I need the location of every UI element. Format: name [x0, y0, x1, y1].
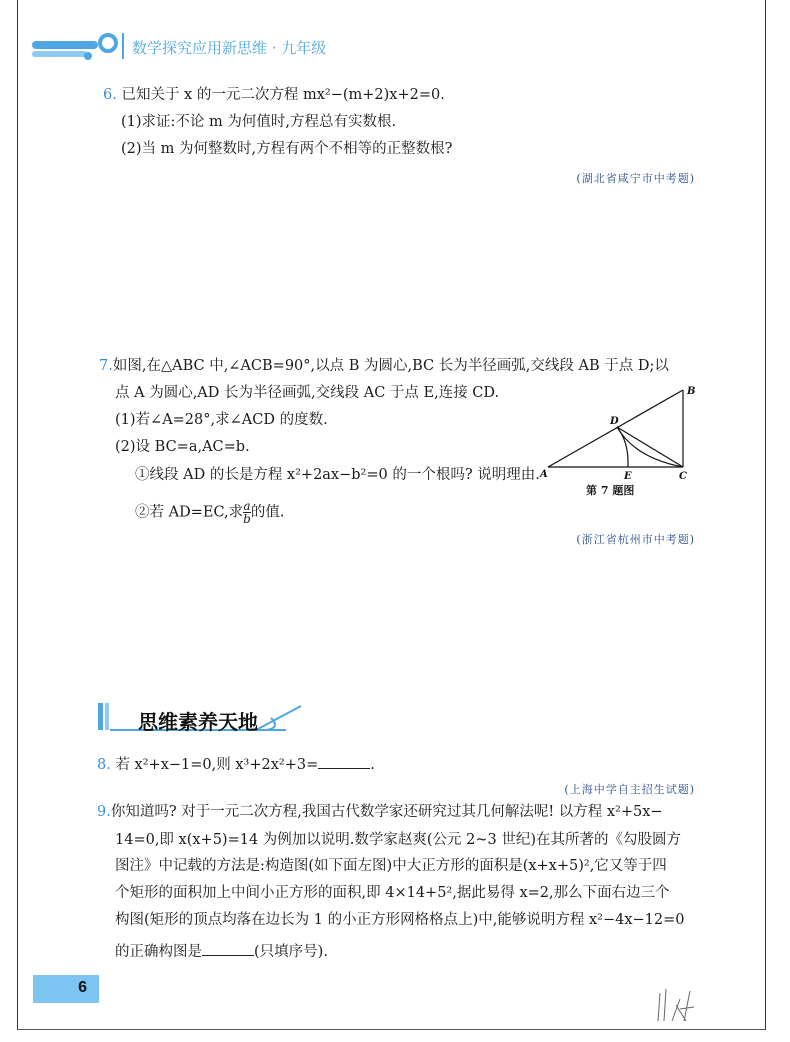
q7-line-6: ②若 AD=EC,求 $\frac{a}{b}$ 的值.	[135, 499, 285, 526]
header-divider	[122, 33, 124, 59]
q7-line-5: ①线段 AD 的长是方程 x²+2ax−b²=0 的一个根吗? 说明理由.	[135, 467, 540, 483]
q8-line: 8. 若 x²+x−1=0,则 x³+2x²+3= .	[97, 757, 375, 773]
q9-line-1: 9.你知道吗? 对于一元二次方程,我国古代数学家还研究过其几何解法呢! 以方程 x²+5x−	[97, 804, 663, 820]
q9-line-6: 的正确构图是 (只填序号).	[115, 944, 328, 960]
q9-line-3: 图注》中记载的方法是:构造图(如下面左图)中大正方形的面积是(x+x+5)²,它又等于四	[115, 858, 667, 874]
q6-source: (湖北省咸宁市中考题)	[576, 172, 695, 185]
q9-line-4: 个矩形的面积加上中间小正方形的面积,即 4×14+5²,据此易得 x=2,那么下面右边三个	[115, 885, 670, 901]
section-header	[96, 700, 311, 736]
q8-source: (上海中学自主招生试题)	[564, 783, 695, 796]
header-logo-icon	[28, 28, 123, 64]
section-title: 思维素养天地	[138, 710, 258, 734]
label-b: B	[687, 386, 696, 397]
q6-line-2: (1)求证:不论 m 为何值时,方程总有实数根.	[121, 114, 397, 130]
q9-line-2: 14=0,即 x(x+5)=14 为例加以说明.数学家赵爽(公元 2~3 世纪)在其所著的《勾股圆方	[115, 832, 682, 848]
label-e: E	[624, 471, 632, 480]
q9-line-5: 构图(矩形的顶点均落在边长为 1 的小正方形网格格点上)中,能够说明方程 x²−4x−12=0	[115, 912, 685, 928]
label-d: D	[610, 416, 619, 427]
figure-caption: 第 7 题图	[586, 484, 635, 497]
q7-triangle-figure	[535, 380, 705, 480]
answer-blank[interactable]	[318, 756, 370, 769]
q6-line-3: (2)当 m 为何整数时,方程有两个不相等的正整数根?	[121, 141, 453, 157]
q7-source: (浙江省杭州市中考题)	[576, 533, 695, 546]
q6-line-1: 6. 已知关于 x 的一元二次方程 mx²−(m+2)x+2=0.	[103, 87, 445, 103]
label-c: C	[679, 471, 687, 480]
header-title: 数学探究应用新思维 · 九年级	[132, 39, 327, 57]
handwritten-mark-icon	[650, 985, 700, 1025]
page-number-box	[33, 975, 99, 1003]
page-number: 6	[78, 979, 87, 996]
answer-blank[interactable]	[202, 943, 254, 956]
q7-line-4: (2)设 BC=a,AC=b.	[115, 439, 250, 455]
q7-line-3: (1)若∠A=28°,求∠ACD 的度数.	[115, 412, 328, 428]
q7-line-1: 7.如图,在△ABC 中,∠ACB=90°,以点 B 为圆心,BC 长为半径画弧,交线段 AB 于点 D;以	[99, 358, 669, 374]
q7-line-2: 点 A 为圆心,AD 长为半径画弧,交线段 AC 于点 E,连接 CD.	[115, 385, 500, 401]
fraction-a-over-b: $\frac{a}{b}$	[243, 499, 251, 526]
label-a: A	[540, 469, 548, 480]
